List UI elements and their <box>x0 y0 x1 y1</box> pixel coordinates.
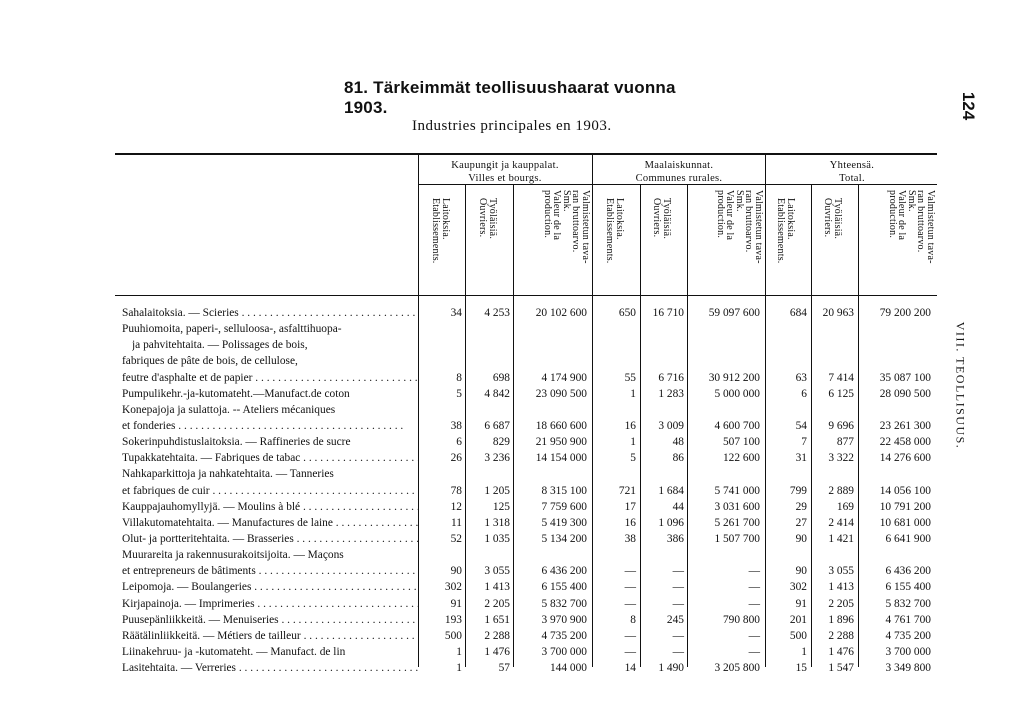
table-cell: 302 <box>444 581 462 594</box>
table-cell: 144 000 <box>549 662 587 675</box>
table-cell: 20 963 <box>822 307 854 319</box>
table-cell: 1 476 <box>828 645 854 658</box>
table-cell: 5 261 700 <box>714 516 760 529</box>
row-label: Pumpulikehr.-ja-kutomateht.—Manufact.de coton <box>122 387 350 400</box>
table-cell: 55 <box>624 371 636 384</box>
table-cell: 6 <box>456 436 462 449</box>
table-cell: — <box>624 565 636 578</box>
table-cell: 6 <box>801 387 807 400</box>
table-cell: 3 205 800 <box>714 662 760 675</box>
row-label: et entrepreneurs de bâtiments . . . <box>122 563 418 579</box>
table-cell: 21 950 900 <box>535 436 587 449</box>
table-cell: — <box>624 645 636 658</box>
table-cell: 1 <box>456 645 462 658</box>
table-cell: 11 <box>451 516 462 529</box>
table-row <box>0 483 1024 499</box>
table-row <box>0 596 1024 612</box>
row-label: Leipomoja. — Boulangeries . . . <box>122 579 418 595</box>
table-cell: 1 <box>801 645 807 658</box>
table-cell: 5 741 000 <box>714 484 760 497</box>
table-cell: 3 322 <box>828 452 854 465</box>
table-cell: 386 <box>666 532 684 545</box>
table-cell: 1 413 <box>828 581 854 594</box>
table-cell: 1 490 <box>658 662 684 675</box>
table-cell: 169 <box>836 500 854 513</box>
table-cell: 500 <box>789 629 807 642</box>
table-cell: 1 <box>456 662 462 675</box>
table-row <box>0 531 1024 547</box>
table-cell: 201 <box>789 613 807 626</box>
table-cell: 1 547 <box>828 662 854 675</box>
table-cell: 16 <box>624 419 636 432</box>
table-title: 81. Tärkeimmät teollisuushaarat vuonna 1903. <box>344 78 676 117</box>
table-row <box>0 612 1024 628</box>
table-row <box>0 466 1024 482</box>
col-header-workers: Työläisiä. Ouvriers. <box>477 198 498 240</box>
col-header-establishments: Laitoksia. Etablissements. <box>604 198 625 264</box>
table-cell: 1 <box>630 436 636 449</box>
table-cell: — <box>672 581 684 594</box>
table-cell: 8 <box>630 613 636 626</box>
table-cell: — <box>672 629 684 642</box>
table-cell: — <box>748 581 760 594</box>
table-cell: 4 761 700 <box>885 613 931 626</box>
table-cell: 6 436 200 <box>885 565 931 578</box>
table-cell: 7 <box>801 436 807 449</box>
row-label: Räätälinliikkeitä. — Métiers de tailleur . . . <box>122 628 418 644</box>
table-cell: 1 651 <box>484 613 510 626</box>
table-cell: 1 476 <box>484 645 510 658</box>
table-cell: 1 205 <box>484 484 510 497</box>
table-cell: 91 <box>450 597 462 610</box>
table-cell: 1 096 <box>658 516 684 529</box>
row-label: Puusepänliikkeitä. — Menuiseries . . . <box>122 612 418 628</box>
table-cell: 12 <box>450 500 462 513</box>
table-cell: 650 <box>618 307 636 319</box>
table-cell: 6 155 400 <box>541 581 587 594</box>
table-cell: 6 716 <box>658 371 684 384</box>
table-cell: 16 <box>624 516 636 529</box>
table-cell: 31 <box>795 452 807 465</box>
table-cell: 877 <box>836 436 854 449</box>
table-cell: 14 154 000 <box>535 452 587 465</box>
row-label: Puuhiomoita, paperi-, selluloosa-, asfalttihuopa- <box>122 323 342 336</box>
table-row <box>0 370 1024 386</box>
table-cell: 20 102 600 <box>535 307 587 319</box>
table-cell: — <box>624 629 636 642</box>
table-cell: 54 <box>795 419 807 432</box>
table-cell: 4 735 200 <box>541 629 587 642</box>
table-cell: 5 419 300 <box>541 516 587 529</box>
table-cell: 10 791 200 <box>879 500 931 513</box>
page-number: 124 <box>959 91 978 121</box>
group-header-towns: Kaupungit ja kauppalat. Villes et bourgs. <box>451 160 559 184</box>
table-cell: 44 <box>672 500 684 513</box>
table-cell: 16 710 <box>652 307 684 319</box>
table-cell: 684 <box>789 307 807 319</box>
table-cell: 4 253 <box>484 307 510 319</box>
table-cell: 14 <box>624 662 636 675</box>
col-header-workers: Työläisiä. Ouvriers. <box>651 198 672 240</box>
table-cell: 34 <box>450 307 462 319</box>
table-cell: — <box>672 645 684 658</box>
row-label: Sokerinpuhdistuslaitoksia. — Raffineries de sucre <box>122 436 351 449</box>
row-label: Nahkaparkittoja ja nahkatehtaita. — Tanneries <box>122 468 334 481</box>
table-cell: 5 832 700 <box>541 597 587 610</box>
table-cell: 14 056 100 <box>879 484 931 497</box>
table-row <box>0 402 1024 418</box>
table-row <box>0 499 1024 515</box>
row-label: Lasitehtaita. — Verreries . . . <box>122 660 418 676</box>
table-cell: 23 261 300 <box>879 419 931 432</box>
table-cell: 90 <box>795 532 807 545</box>
table-body <box>0 305 1024 676</box>
table-cell: 3 970 900 <box>541 613 587 626</box>
col-header-value: Valmistetun tava- ran bruttoarvo. Smk. Valeur de la production. <box>715 190 764 264</box>
table-cell: 122 600 <box>722 452 760 465</box>
table-cell: 5 <box>456 387 462 400</box>
table-cell: — <box>624 597 636 610</box>
table-cell: — <box>748 629 760 642</box>
table-cell: 2 205 <box>828 597 854 610</box>
table-row <box>0 386 1024 402</box>
table-cell: 86 <box>672 452 684 465</box>
table-cell: 1 283 <box>658 387 684 400</box>
row-label: Sahalaitoksia. — Scieries . . . <box>122 305 418 321</box>
table-row <box>0 547 1024 563</box>
table-row <box>0 579 1024 595</box>
table-cell: 1 421 <box>828 532 854 545</box>
col-header-establishments: Laitoksia. Etablissements. <box>775 198 796 264</box>
table-row <box>0 660 1024 676</box>
table-row <box>0 515 1024 531</box>
table-cell: 799 <box>789 484 807 497</box>
table-cell: 63 <box>795 371 807 384</box>
table-cell: 57 <box>498 662 510 675</box>
col-header-value: Valmistetun tava- ran bruttoarvo. Smk. Valeur de la production. <box>887 190 936 264</box>
table-cell: 1 684 <box>658 484 684 497</box>
table-cell: 3 349 800 <box>885 662 931 675</box>
table-cell: 3 055 <box>484 565 510 578</box>
row-label: ja pahvitehtaita. — Polissages de bois, <box>132 339 308 352</box>
row-label: feutre d'asphalte et de papier . . . <box>122 370 418 386</box>
table-row <box>0 644 1024 660</box>
table-cell: 38 <box>624 532 636 545</box>
row-label: et fabriques de cuir . . . <box>122 483 418 499</box>
table-cell: 245 <box>666 613 684 626</box>
table-cell: 1 507 700 <box>714 532 760 545</box>
table-row <box>0 305 1024 321</box>
table-cell: 4 735 200 <box>885 629 931 642</box>
table-cell: 38 <box>450 419 462 432</box>
table-cell: 721 <box>618 484 636 497</box>
table-cell: 23 090 500 <box>535 387 587 400</box>
table-cell: 5 <box>630 452 636 465</box>
table-row <box>0 628 1024 644</box>
table-cell: — <box>672 597 684 610</box>
table-cell: 3 700 000 <box>541 645 587 658</box>
row-label: fabriques de pâte de bois, de cellulose, <box>122 355 298 368</box>
row-label: Konepajoja ja sulattoja. -- Ateliers mécaniques <box>122 403 336 416</box>
header-bottom-rule <box>115 295 937 296</box>
group-header-rural: Maalaiskunnat. Communes rurales. <box>635 160 723 184</box>
table-cell: 193 <box>444 613 462 626</box>
table-cell: 8 <box>456 371 462 384</box>
row-label: Villakutomatehtaita. — Manufactures de laine . . . <box>122 515 418 531</box>
table-cell: 10 681 000 <box>879 516 931 529</box>
table-cell: 1 035 <box>484 532 510 545</box>
table-row <box>0 418 1024 434</box>
table-cell: — <box>624 581 636 594</box>
row-label: Tupakkatehtaita. — Fabriques de tabac . . . <box>122 450 418 466</box>
table-cell: 29 <box>795 500 807 513</box>
table-cell: 78 <box>450 484 462 497</box>
row-label: et fonderies . . . <box>122 418 418 434</box>
table-cell: 829 <box>492 436 510 449</box>
table-cell: 4 600 700 <box>714 419 760 432</box>
table-cell: 698 <box>492 371 510 384</box>
table-cell: 3 236 <box>484 452 510 465</box>
col-header-establishments: Laitoksia. Etablissements. <box>430 198 451 264</box>
table-cell: — <box>748 645 760 658</box>
table-cell: 26 <box>450 452 462 465</box>
table-row <box>0 321 1024 337</box>
table-cell: 14 276 600 <box>879 452 931 465</box>
table-cell: 500 <box>444 629 462 642</box>
chapter-side-title: VIII. TEOLLISUUS. <box>953 321 968 450</box>
table-cell: 5 832 700 <box>885 597 931 610</box>
table-cell: 5 134 200 <box>541 532 587 545</box>
table-cell: 90 <box>795 565 807 578</box>
table-cell: 2 288 <box>828 629 854 642</box>
table-row <box>0 337 1024 353</box>
table-subtitle: Industries principales en 1903. <box>412 118 612 134</box>
table-cell: — <box>748 597 760 610</box>
table-cell: 91 <box>795 597 807 610</box>
table-cell: 6 641 900 <box>885 532 931 545</box>
table-cell: 3 700 000 <box>885 645 931 658</box>
table-cell: — <box>748 565 760 578</box>
row-label: Muurareita ja rakennusurakoitsijoita. — Maçons <box>122 549 344 562</box>
table-cell: 17 <box>624 500 636 513</box>
table-cell: 1 318 <box>484 516 510 529</box>
col-header-value: Valmistetun tava- ran bruttoarvo. Smk. Valeur de la production. <box>542 190 591 264</box>
table-cell: 79 200 200 <box>879 307 931 319</box>
table-cell: 125 <box>492 500 510 513</box>
table-cell: 3 031 600 <box>714 500 760 513</box>
table-cell: 28 090 500 <box>879 387 931 400</box>
table-cell: — <box>672 565 684 578</box>
table-cell: 8 315 100 <box>541 484 587 497</box>
table-cell: 2 288 <box>484 629 510 642</box>
table-cell: 30 912 200 <box>708 371 760 384</box>
table-cell: 35 087 100 <box>879 371 931 384</box>
table-cell: 7 414 <box>828 371 854 384</box>
table-cell: 15 <box>795 662 807 675</box>
row-label: Liinakehruu- ja -kutomateht. — Manufact. de lin <box>122 645 346 658</box>
row-label: Kauppajauhomyllyjä. — Moulins à blé . . . <box>122 499 418 515</box>
group-header-total: Yhteensä. Total. <box>829 160 875 184</box>
table-cell: 2 889 <box>828 484 854 497</box>
table-row <box>0 563 1024 579</box>
table-cell: 6 687 <box>484 419 510 432</box>
row-label: Kirjapainoja. — Imprimeries . . . <box>122 596 418 612</box>
table-cell: 59 097 600 <box>708 307 760 319</box>
table-cell: 302 <box>789 581 807 594</box>
table-cell: 1 <box>630 387 636 400</box>
table-cell: 4 174 900 <box>541 371 587 384</box>
table-cell: 5 000 000 <box>714 387 760 400</box>
table-cell: 6 125 <box>828 387 854 400</box>
table-top-rule <box>115 153 937 155</box>
table-cell: 27 <box>795 516 807 529</box>
table-cell: 7 759 600 <box>541 500 587 513</box>
table-cell: 22 458 000 <box>879 436 931 449</box>
table-cell: 2 414 <box>828 516 854 529</box>
table-cell: 52 <box>450 532 462 545</box>
table-row <box>0 353 1024 369</box>
table-row <box>0 434 1024 450</box>
table-cell: 3 009 <box>658 419 684 432</box>
table-cell: 90 <box>450 565 462 578</box>
table-cell: 4 842 <box>484 387 510 400</box>
table-cell: 790 800 <box>722 613 760 626</box>
table-cell: 9 696 <box>828 419 854 432</box>
table-cell: 3 055 <box>828 565 854 578</box>
table-row <box>0 450 1024 466</box>
table-cell: 507 100 <box>722 436 760 449</box>
table-cell: 1 413 <box>484 581 510 594</box>
table-cell: 48 <box>672 436 684 449</box>
table-cell: 1 896 <box>828 613 854 626</box>
table-cell: 6 155 400 <box>885 581 931 594</box>
row-label: Olut- ja portteritehtaita. — Brasseries . . . <box>122 531 418 547</box>
table-cell: 6 436 200 <box>541 565 587 578</box>
table-cell: 2 205 <box>484 597 510 610</box>
table-cell: 18 660 600 <box>535 419 587 432</box>
col-header-workers: Työläisiä. Ouvriers. <box>822 198 843 240</box>
